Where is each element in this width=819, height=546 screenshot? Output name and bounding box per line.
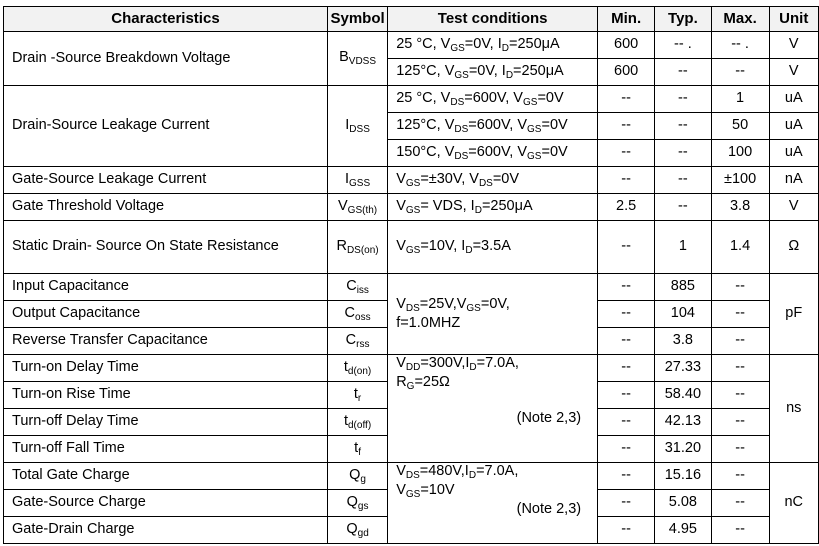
typ-value: --	[655, 140, 711, 167]
param-symbol: $t_{d(off)}$	[327, 409, 387, 436]
param-symbol: $t_f$	[327, 436, 387, 463]
min-value: --	[598, 86, 655, 113]
typ-value: -- .	[655, 32, 711, 59]
max-value: --	[711, 301, 769, 328]
table-row	[4, 274, 819, 301]
test-condition: 150°C, $V_{DS}=600V$, $V_{GS}=0V$	[388, 140, 598, 167]
param-name: Turn-off Fall Time	[4, 436, 328, 463]
typ-value: --	[655, 113, 711, 140]
test-condition: $V_{GS}=\pm 30V$, $V_{DS}=0V$	[388, 167, 598, 194]
max-value: --	[711, 490, 769, 517]
unit-value: uA	[769, 86, 818, 113]
unit-value: nA	[769, 167, 818, 194]
min-value: 600	[598, 32, 655, 59]
min-value: 2.5	[598, 194, 655, 221]
max-value: --	[711, 59, 769, 86]
typ-value: 5.08	[655, 490, 711, 517]
typ-value: --	[655, 167, 711, 194]
max-value: 100	[711, 140, 769, 167]
min-value: --	[598, 328, 655, 355]
param-symbol: $V_{GS(th)}$	[327, 194, 387, 221]
param-symbol: $t_r$	[327, 382, 387, 409]
unit-value: Ω	[769, 221, 818, 274]
max-value: --	[711, 382, 769, 409]
param-name: Turn-off Delay Time	[4, 409, 328, 436]
param-symbol: $C_{rss}$	[327, 328, 387, 355]
test-condition: 125°C, $V_{GS}=0V$, $I_D=250\mu A$	[388, 59, 598, 86]
table-row	[4, 32, 819, 59]
max-value: --	[711, 409, 769, 436]
typ-value: --	[655, 194, 711, 221]
max-value: -- .	[711, 32, 769, 59]
typ-value: 58.40	[655, 382, 711, 409]
electrical-characteristics-table	[3, 6, 819, 544]
param-name: Drain -Source Breakdown Voltage	[4, 32, 328, 86]
max-value: ±100	[711, 167, 769, 194]
param-name: Turn-on Rise Time	[4, 382, 328, 409]
typ-value: 4.95	[655, 517, 711, 544]
param-symbol: $C_{iss}$	[327, 274, 387, 301]
param-symbol: $Q_{gd}$	[327, 517, 387, 544]
typ-value: 885	[655, 274, 711, 301]
table-row	[4, 355, 819, 382]
min-value: --	[598, 436, 655, 463]
unit-value: ns	[769, 355, 818, 463]
param-symbol: $I_{DSS}$	[327, 86, 387, 167]
param-name: Turn-on Delay Time	[4, 355, 328, 382]
header-symbol: Symbol	[327, 7, 387, 32]
max-value: 1.4	[711, 221, 769, 274]
header-min: Min.	[598, 7, 655, 32]
typ-value: 42.13	[655, 409, 711, 436]
param-symbol: $t_{d(on)}$	[327, 355, 387, 382]
unit-value: V	[769, 194, 818, 221]
max-value: 1	[711, 86, 769, 113]
test-condition: 25 °C, $V_{GS}=0V$, $I_D=250\mu A$	[388, 32, 598, 59]
min-value: --	[598, 490, 655, 517]
param-name: Reverse Transfer Capacitance	[4, 328, 328, 355]
typ-value: 31.20	[655, 436, 711, 463]
max-value: --	[711, 517, 769, 544]
note-text: (Note 2,3)	[516, 501, 582, 517]
min-value: --	[598, 113, 655, 140]
param-name: Gate-Source Leakage Current	[4, 167, 328, 194]
min-value: --	[598, 382, 655, 409]
min-value: --	[598, 355, 655, 382]
param-name: Drain-Source Leakage Current	[4, 86, 328, 167]
param-name: Total Gate Charge	[4, 463, 328, 490]
param-name: Gate-Drain Charge	[4, 517, 328, 544]
param-name: Static Drain- Source On State Resistance	[4, 221, 328, 274]
unit-value: uA	[769, 113, 818, 140]
min-value: --	[598, 140, 655, 167]
note-text: (Note 2,3)	[516, 410, 582, 427]
param-name: Gate Threshold Voltage	[4, 194, 328, 221]
header-unit: Unit	[769, 7, 818, 32]
max-value: --	[711, 463, 769, 490]
param-symbol: $R_{DS(on)}$	[327, 221, 387, 274]
param-symbol: $Q_{gs}$	[327, 490, 387, 517]
unit-value: pF	[769, 274, 818, 355]
param-name: Gate-Source Charge	[4, 490, 328, 517]
param-symbol: $Q_g$	[327, 463, 387, 490]
unit-value: V	[769, 32, 818, 59]
header-test-conditions: Test conditions	[388, 7, 598, 32]
max-value: --	[711, 274, 769, 301]
header-characteristics: Characteristics	[4, 7, 328, 32]
unit-value: V	[769, 59, 818, 86]
min-value: --	[598, 274, 655, 301]
table-row	[4, 194, 819, 221]
param-symbol: $B_{VDSS}$	[327, 32, 387, 86]
header-max: Max.	[711, 7, 769, 32]
param-symbol: $I_{GSS}$	[327, 167, 387, 194]
unit-value: nC	[769, 463, 818, 544]
table-row	[4, 221, 819, 274]
header-typ: Typ.	[655, 7, 711, 32]
min-value: --	[598, 463, 655, 490]
test-condition: $V_{GS}=10V$, $I_D=3.5A$	[388, 221, 598, 274]
param-symbol: $C_{oss}$	[327, 301, 387, 328]
max-value: --	[711, 436, 769, 463]
param-name: Output Capacitance	[4, 301, 328, 328]
min-value: --	[598, 517, 655, 544]
test-condition: $V_{GS}=$ VDS, $I_D=250\mu A$	[388, 194, 598, 221]
max-value: --	[711, 328, 769, 355]
typ-value: 15.16	[655, 463, 711, 490]
unit-value: uA	[769, 140, 818, 167]
table-row	[4, 86, 819, 113]
max-value: --	[711, 355, 769, 382]
test-condition: $V_{DD}=300V,I_D=7.0A$, $R_G=25\Omega$ (Note 2,3)	[388, 355, 598, 463]
typ-value: 1	[655, 221, 711, 274]
min-value: --	[598, 167, 655, 194]
max-value: 3.8	[711, 194, 769, 221]
test-condition: 125°C, $V_{DS}=600V$, $V_{GS}=0V$	[388, 113, 598, 140]
min-value: 600	[598, 59, 655, 86]
test-condition: 25 °C, $V_{DS}=600V$, $V_{GS}=0V$	[388, 86, 598, 113]
table-row	[4, 167, 819, 194]
max-value: 50	[711, 113, 769, 140]
typ-value: --	[655, 86, 711, 113]
min-value: --	[598, 301, 655, 328]
param-name: Input Capacitance	[4, 274, 328, 301]
min-value: --	[598, 221, 655, 274]
typ-value: --	[655, 59, 711, 86]
typ-value: 3.8	[655, 328, 711, 355]
typ-value: 104	[655, 301, 711, 328]
test-condition: $V_{DS}=480V,I_D=7.0A$, $V_{GS}=10V$ (Note 2,3)	[388, 463, 598, 544]
typ-value: 27.33	[655, 355, 711, 382]
min-value: --	[598, 409, 655, 436]
table-row	[4, 463, 819, 490]
test-condition: $V_{DS}=25V,V_{GS}=0V$, f=1.0MHZ	[388, 274, 598, 355]
header-row	[4, 7, 819, 32]
